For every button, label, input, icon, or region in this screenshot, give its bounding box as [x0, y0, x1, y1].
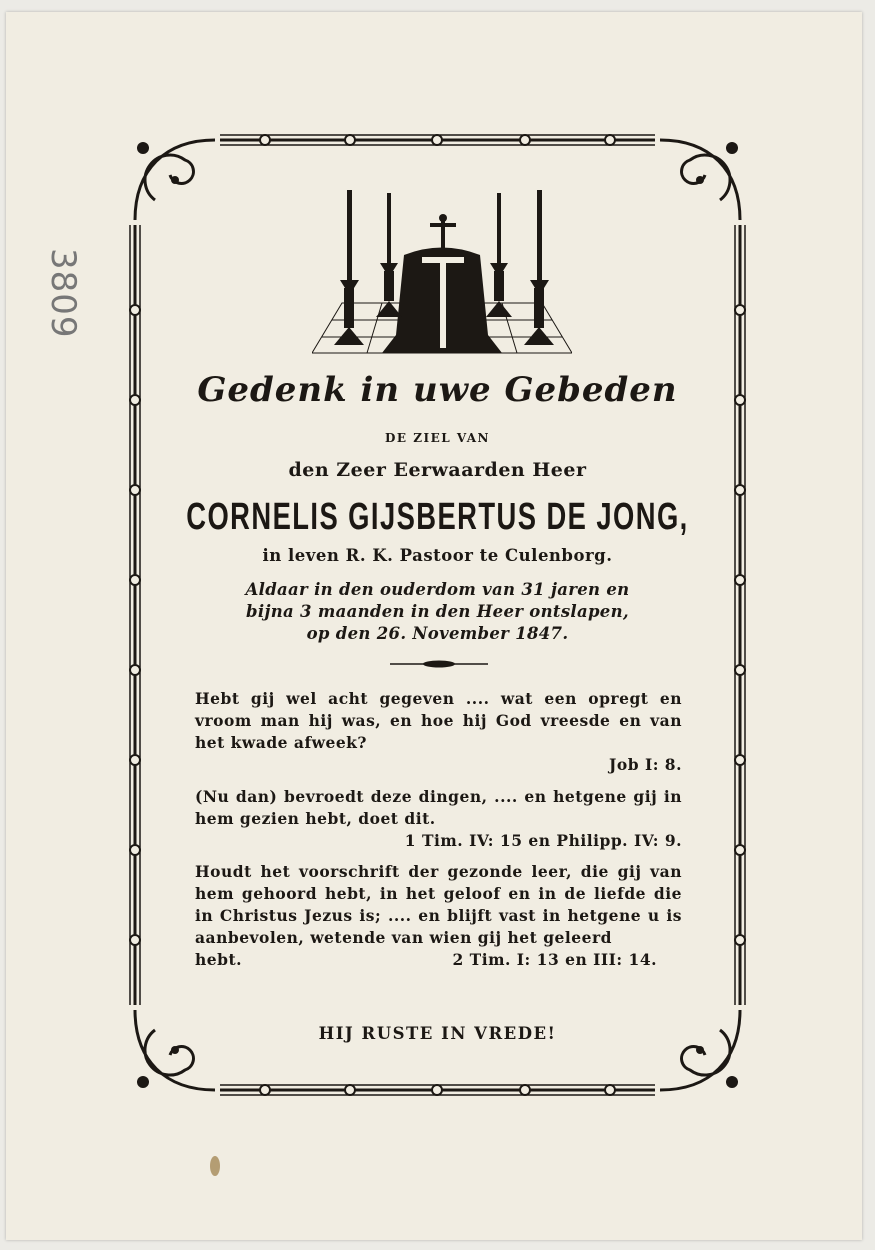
altar-illustration	[312, 185, 572, 360]
verse-3-tail: hebt.	[195, 950, 243, 969]
verse-1-ref: Job I: 8.	[609, 755, 682, 774]
margin-note-number: 3809	[43, 248, 83, 339]
death-line-3: op den 26. November 1847.	[306, 624, 569, 643]
verse-1-text: Hebt gij wel acht gegeven .... wat een opregt en vroom man hij was, en hoe hij God vreesde en van het kwade afweek?	[195, 689, 682, 752]
verse-3-text: Houdt het voorschrift der gezonde leer, die gij van hem gehoord hebt, in het geloof en in de liefde die in Christus Jezus is; .... en blijft vast in hetgene u is aanbevolen, wetende van wien gij het geleerd	[195, 862, 682, 947]
verse-1	[195, 688, 682, 776]
verse-2	[195, 786, 682, 852]
death-line-1: Aldaar in den ouderdom van 31 jaren en	[245, 580, 630, 599]
verse-3	[195, 861, 682, 971]
closing-line: HIJ RUSTE IN VREDE!	[318, 1024, 557, 1043]
life-description: in leven R. K. Pastoor te Culenborg.	[262, 546, 613, 565]
heading: Gedenk in uwe Gebeden	[197, 370, 678, 410]
verse-3-ref: 2 Tim. I: 13 en III: 14.	[452, 950, 657, 969]
honorific: den Zeer Eerwaarden Heer	[288, 459, 587, 481]
deceased-name: CORNELIS GIJSBERTUS DE JONG,	[186, 496, 689, 538]
margin-note	[18, 245, 83, 340]
verse-2-text: (Nu dan) bevroedt deze dingen, .... en hetgene gij in hem gezien hebt, doet dit.	[195, 787, 682, 828]
death-line-2: bijna 3 maanden in den Heer ontslapen,	[246, 602, 629, 621]
paper-stain	[210, 1156, 220, 1176]
divider-ornament	[390, 658, 488, 670]
verse-2-ref: 1 Tim. IV: 15 en Philipp. IV: 9.	[404, 831, 682, 850]
de-ziel-van: DE ZIEL VAN	[384, 431, 491, 445]
